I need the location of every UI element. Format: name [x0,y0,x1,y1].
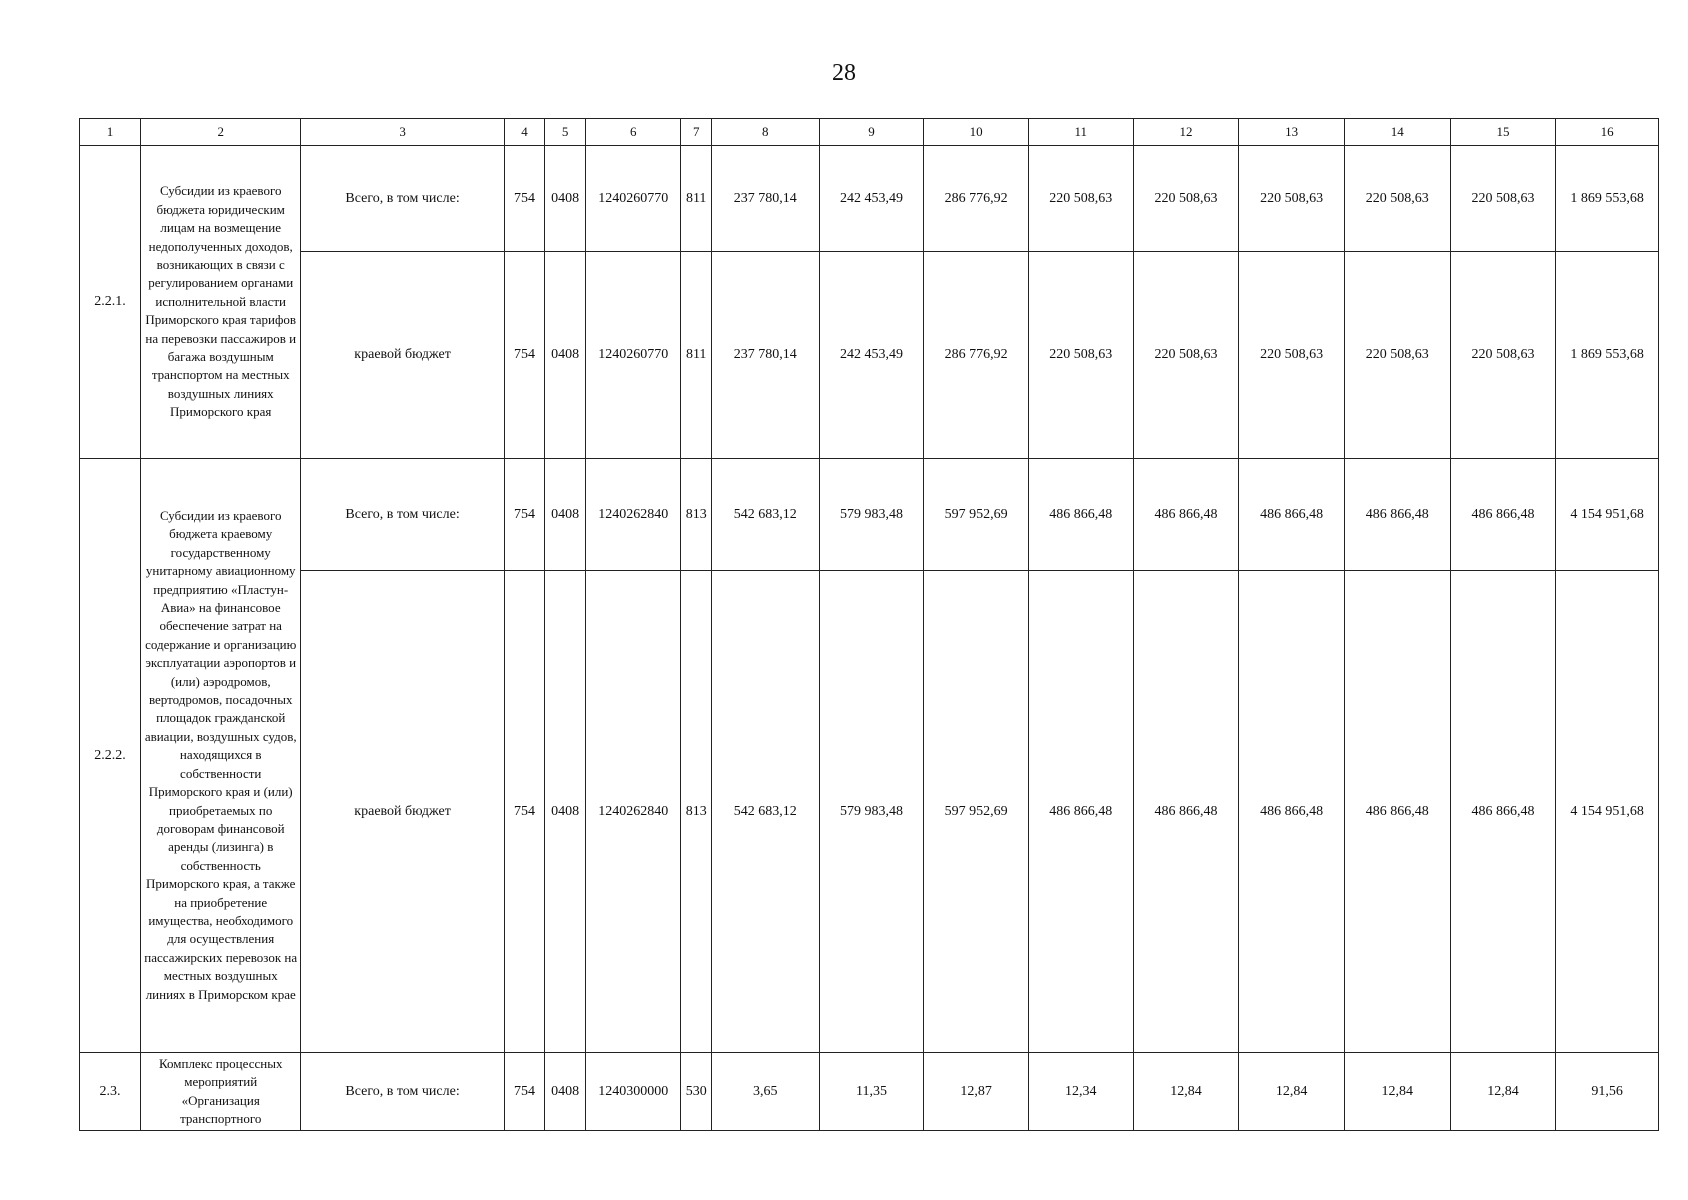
amount-cell: 486 866,48 [1239,459,1345,571]
section-code: 0408 [545,146,586,252]
funding-source: краевой бюджет [301,571,504,1053]
column-header: 6 [585,119,681,146]
amount-cell: 220 508,63 [1450,252,1556,459]
amount-cell: 597 952,69 [924,459,1029,571]
admin-code: 754 [504,146,545,252]
amount-cell: 220 508,63 [1133,146,1239,252]
amount-cell: 286 776,92 [924,146,1029,252]
amount-cell: 220 508,63 [1239,146,1345,252]
column-header: 7 [681,119,711,146]
target-code: 1240262840 [585,571,681,1053]
amount-cell: 12,84 [1450,1053,1556,1131]
amount-cell: 12,84 [1239,1053,1345,1131]
amount-cell: 220 508,63 [1344,146,1450,252]
amount-cell: 286 776,92 [924,252,1029,459]
section-code: 0408 [545,459,586,571]
section-code: 0408 [545,252,586,459]
table-row [80,1053,1659,1131]
item-number: 2.2.2. [80,459,141,1053]
table-row [80,252,1659,459]
item-description: Субсидии из краевого бюджета юридическим лицам на возмещение недополученных доходов, возникающих в связи с регулированием органами исполнительной власти Приморского края тарифов на перевозки пассажиров и багажа воздушным транспортом на местных воздушных линиях Приморского края [140,146,301,459]
column-header: 15 [1450,119,1556,146]
column-header: 3 [301,119,504,146]
admin-code: 754 [504,459,545,571]
column-header: 10 [924,119,1029,146]
column-header: 13 [1239,119,1345,146]
amount-cell: 12,87 [924,1053,1029,1131]
item-description: Комплекс процессных мероприятий «Организация транспортного [140,1053,301,1131]
total-cell: 1 869 553,68 [1556,146,1659,252]
amount-cell: 242 453,49 [819,146,924,252]
amount-cell: 486 866,48 [1344,571,1450,1053]
amount-cell: 220 508,63 [1133,252,1239,459]
section-code: 0408 [545,571,586,1053]
total-cell: 4 154 951,68 [1556,459,1659,571]
expense-type: 811 [681,146,711,252]
amount-cell: 237 780,14 [711,146,819,252]
section-code: 0408 [545,1053,586,1131]
table-row [80,571,1659,1053]
amount-cell: 486 866,48 [1450,571,1556,1053]
expense-type: 811 [681,252,711,459]
target-code: 1240262840 [585,459,681,571]
amount-cell: 12,34 [1028,1053,1133,1131]
column-header: 16 [1556,119,1659,146]
amount-cell: 220 508,63 [1344,252,1450,459]
funding-source: Всего, в том числе: [301,146,504,252]
column-header: 5 [545,119,586,146]
item-number: 2.2.1. [80,146,141,459]
total-cell: 1 869 553,68 [1556,252,1659,459]
amount-cell: 3,65 [711,1053,819,1131]
target-code: 1240300000 [585,1053,681,1131]
amount-cell: 220 508,63 [1239,252,1345,459]
amount-cell: 579 983,48 [819,571,924,1053]
amount-cell: 237 780,14 [711,252,819,459]
funding-source: Всего, в том числе: [301,459,504,571]
amount-cell: 486 866,48 [1133,571,1239,1053]
total-cell: 4 154 951,68 [1556,571,1659,1053]
amount-cell: 11,35 [819,1053,924,1131]
amount-cell: 12,84 [1344,1053,1450,1131]
amount-cell: 486 866,48 [1028,459,1133,571]
table-row [80,459,1659,571]
amount-cell: 597 952,69 [924,571,1029,1053]
column-header: 11 [1028,119,1133,146]
item-number: 2.3. [80,1053,141,1131]
amount-cell: 242 453,49 [819,252,924,459]
target-code: 1240260770 [585,252,681,459]
amount-cell: 486 866,48 [1133,459,1239,571]
table-row [80,146,1659,252]
header-row [80,119,1659,146]
target-code: 1240260770 [585,146,681,252]
amount-cell: 486 866,48 [1028,571,1133,1053]
column-header: 2 [140,119,301,146]
amount-cell: 220 508,63 [1028,252,1133,459]
column-header: 1 [80,119,141,146]
admin-code: 754 [504,252,545,459]
admin-code: 754 [504,571,545,1053]
expense-type: 813 [681,459,711,571]
amount-cell: 486 866,48 [1344,459,1450,571]
total-cell: 91,56 [1556,1053,1659,1131]
item-description: Субсидии из краевого бюджета краевому государственному унитарному авиационному предприятию «Пластун-Авиа» на финансовое обеспечение затрат на содержание и организацию эксплуатации аэропортов и (или) аэродромов, вертодромов, посадочных площадок гражданской авиации, воздушных судов, находящихся в собственности Приморского края и (или) приобретаемых по договорам финансовой аренды (лизинга) в собственность Приморского края, а также на приобретение имущества, необходимого для осуществления пассажирских перевозок на местных воздушных линиях в Приморском крае [140,459,301,1053]
budget-table [79,118,1659,1131]
expense-type: 530 [681,1053,711,1131]
expense-type: 813 [681,571,711,1053]
amount-cell: 486 866,48 [1239,571,1345,1053]
amount-cell: 542 683,12 [711,571,819,1053]
column-header: 12 [1133,119,1239,146]
amount-cell: 486 866,48 [1450,459,1556,571]
funding-source: Всего, в том числе: [301,1053,504,1131]
amount-cell: 220 508,63 [1450,146,1556,252]
funding-source: краевой бюджет [301,252,504,459]
column-header: 8 [711,119,819,146]
page-number: 28 [832,60,856,86]
column-header: 4 [504,119,545,146]
amount-cell: 542 683,12 [711,459,819,571]
amount-cell: 12,84 [1133,1053,1239,1131]
column-header: 9 [819,119,924,146]
admin-code: 754 [504,1053,545,1131]
amount-cell: 220 508,63 [1028,146,1133,252]
column-header: 14 [1344,119,1450,146]
amount-cell: 579 983,48 [819,459,924,571]
